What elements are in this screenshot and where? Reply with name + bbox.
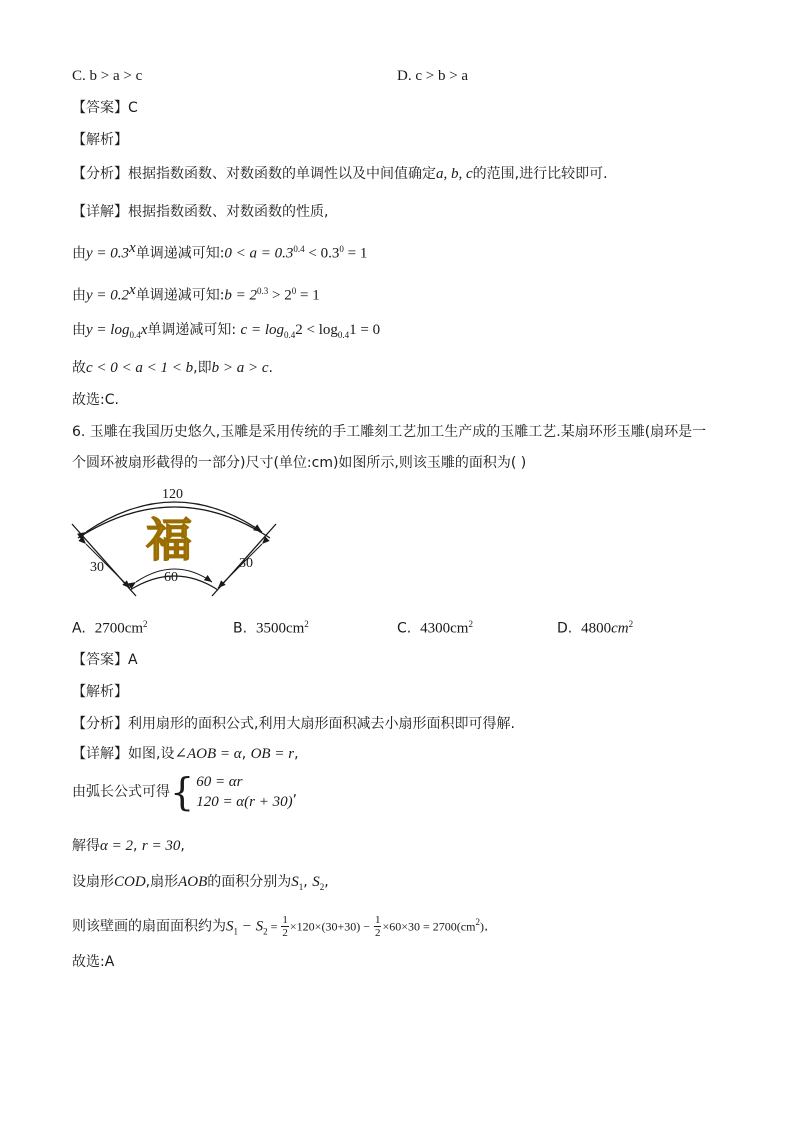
choose-line-q6: 故选:A bbox=[72, 954, 115, 970]
derivation-line-3: 由$y = \log_{0.4}x$单调递减可知: $c = \log_{0.4}2 < \log_{0.4}1 = 0$ bbox=[72, 322, 381, 340]
analysis-heading: 【解析】 bbox=[72, 132, 128, 148]
analysis-heading-q6: 【解析】 bbox=[72, 684, 128, 700]
fan-ring-figure bbox=[64, 480, 284, 598]
fenxi-paragraph: 【分析】根据指数函数、对数函数的单调性以及中间值确定a, b, c的范围,进行比较即可. bbox=[72, 166, 608, 182]
derivation-line-1: 由$y = 0.3^x$单调递减可知:0 < $a = 0.3^{0.4} < 0.3^0 = 1$ bbox=[72, 240, 368, 262]
set-areas-line: 设扇形COD,扇形AOB的面积分别为$S_1$, $S_2$, bbox=[72, 874, 329, 892]
left-side-line bbox=[72, 524, 136, 596]
question-6-stem-line-2: 个圆环被扇形截得的一部分)尺寸(单位:cm)如图所示,则该玉雕的面积为( ) bbox=[72, 455, 527, 471]
outer-arc-label: 120 bbox=[162, 487, 183, 502]
question-6-stem-line-1: 6. 玉雕在我国历史悠久,玉雕是采用传统的手工雕刻工艺加工生产成的玉雕工艺.某扇环形玉雕(扇环是一 bbox=[72, 424, 707, 440]
left-side-label: 30 bbox=[90, 560, 104, 575]
xiangjie-paragraph: 【详解】根据指数函数、对数函数的性质, bbox=[72, 204, 329, 220]
area-computation-line: 则该壁画的扇面面积约为$S_1 - S_2$ = $\frac{1}{2}$ ×120×(30+30) − $\frac{1}{2}$ $\times 60\times 30 = 2700(cm^2)$. bbox=[72, 914, 489, 940]
answer-label: 【答案】C bbox=[72, 100, 138, 116]
fraction-half-2: $\frac{1}{2}$ bbox=[374, 914, 381, 940]
right-side-label: 30 bbox=[239, 556, 253, 571]
arc-length-system: 由弧长公式可得{ 60 = αr 120 = α(r + 30) , bbox=[72, 770, 298, 814]
option-d-q6: D. $4800cm^2$ bbox=[557, 619, 634, 637]
fenxi-paragraph-q6: 【分析】利用扇形的面积公式,利用大扇形面积减去小扇形面积即可得解. bbox=[72, 716, 515, 732]
option-c-q6: C. $4300cm^2$ bbox=[397, 619, 473, 637]
option-d: D. c > b > a bbox=[397, 68, 469, 84]
derivation-line-2: 由$y = 0.2^x$单调递减可知:b = $2^{0.3} > 2^0 = 1$ bbox=[72, 282, 320, 304]
fu-character-ornament: 福 bbox=[146, 513, 192, 567]
conclusion-line: 故c < 0 < a < 1 < b,即b > a > c. bbox=[72, 360, 273, 376]
solve-line: 解得α = 2, r = 30, bbox=[72, 838, 185, 854]
fraction-half-1: $\frac{1}{2}$ bbox=[282, 914, 288, 940]
answer-label-q6: 【答案】A bbox=[72, 652, 138, 668]
option-a: A. $2700cm^2$ bbox=[72, 619, 148, 637]
choose-line-q5: 故选:C. bbox=[72, 392, 119, 408]
inner-arc-label: 60 bbox=[164, 570, 178, 585]
option-c: C. b > a > c bbox=[72, 68, 143, 84]
xiangjie-paragraph-q6: 【详解】如图,设∠AOB = α, OB = r, bbox=[72, 746, 299, 762]
option-b: B. $3500cm^2$ bbox=[233, 619, 309, 637]
